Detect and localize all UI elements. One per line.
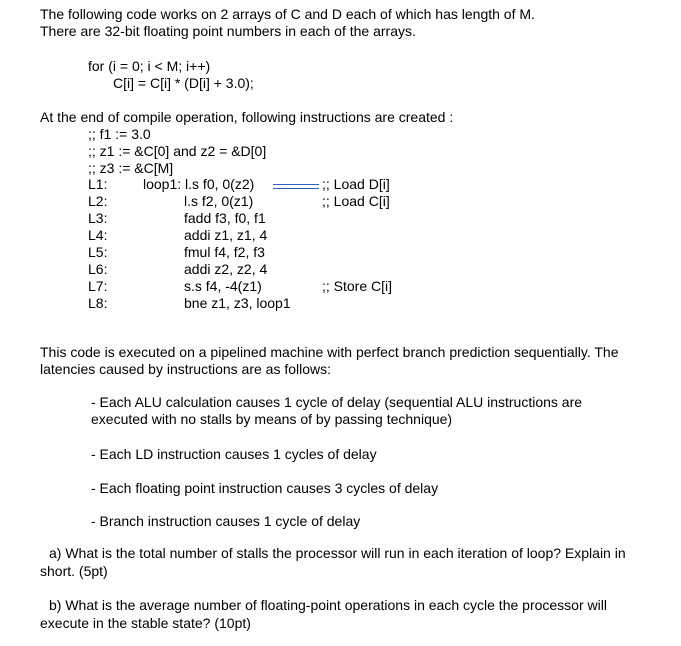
question-b-line-1: b) What is the average number of floating-point operations in each cycle the processor will xyxy=(49,597,607,613)
setup-line-2: ;; z1 := &C[0] and z2 = &D[0] xyxy=(88,143,267,159)
asm-code: loop1: l.s f0, 0(z2) xyxy=(143,176,255,192)
asm-code: l.s f2, 0(z1) xyxy=(184,193,254,209)
latency-fp: - Each floating point instruction causes 3 cycles of delay xyxy=(91,480,439,496)
loop-body: C[i] = C[i] * (D[i] + 3.0); xyxy=(113,75,254,91)
asm-comment: ;; Store C[i] xyxy=(322,278,393,294)
intro-line-1: The following code works on 2 arrays of C and D each of which has length of M. xyxy=(40,6,535,22)
asm-label: L5: xyxy=(88,244,108,260)
asm-label: L3: xyxy=(88,210,108,226)
asm-label: L2: xyxy=(88,193,108,209)
latency-ld: - Each LD instruction causes 1 cycles of delay xyxy=(91,446,377,462)
question-b-line-2: execute in the stable state? (10pt) xyxy=(40,615,251,631)
asm-label: L8: xyxy=(88,295,108,311)
asm-code: addi z1, z1, 4 xyxy=(184,227,268,243)
asm-code: fmul f4, f2, f3 xyxy=(184,244,265,260)
asm-comment: ;; Load C[i] xyxy=(322,193,390,209)
setup-line-3: ;; z3 := &C[M] xyxy=(88,160,174,176)
asm-label: L4: xyxy=(88,227,108,243)
question-a-line-2: short. (5pt) xyxy=(40,563,108,579)
loop-header: for (i = 0; i < M; i++) xyxy=(88,58,211,74)
question-a-line-1: a) What is the total number of stalls the processor will run in each iteration of loop? Explain in xyxy=(49,545,626,561)
asm-code: s.s f4, -4(z1) xyxy=(184,278,262,294)
setup-line-1: ;; f1 := 3.0 xyxy=(88,126,151,142)
asm-comment: ;; Load D[i] xyxy=(322,176,390,192)
asm-label: L7: xyxy=(88,278,108,294)
latency-alu-line-1: - Each ALU calculation causes 1 cycle of delay (sequential ALU instructions are xyxy=(91,394,583,410)
asm-label: L6: xyxy=(88,261,108,277)
asm-code: addi z2, z2, 4 xyxy=(184,261,268,277)
pipeline-line-1: This code is executed on a pipelined machine with perfect branch prediction sequentially. The xyxy=(40,344,619,360)
pipeline-line-2: latencies caused by instructions are as follows: xyxy=(40,361,332,377)
intro-line-2: There are 32-bit floating point numbers in each of the arrays. xyxy=(40,23,416,39)
asm-code: bne z1, z3, loop1 xyxy=(184,295,291,311)
latency-branch: - Branch instruction causes 1 cycle of delay xyxy=(91,513,361,529)
arrow-connector xyxy=(273,184,319,189)
asm-code: fadd f3, f0, f1 xyxy=(184,210,266,226)
asm-label: L1: xyxy=(88,176,108,192)
latency-alu-line-2: executed with no stalls by means of by passing technique) xyxy=(91,411,453,427)
compile-heading: At the end of compile operation, following instructions are created : xyxy=(40,109,454,125)
